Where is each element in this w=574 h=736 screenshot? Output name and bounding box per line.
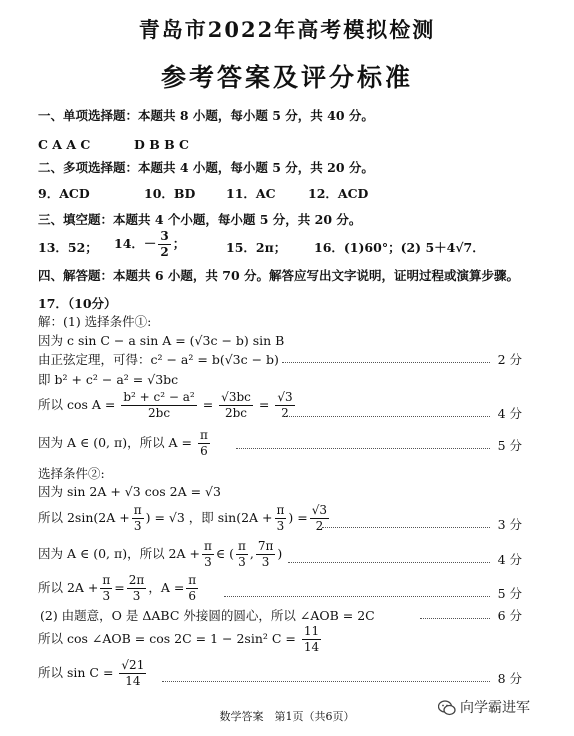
- answer-14: 14．－ $\frac{3}{2}$ ；: [114, 229, 186, 259]
- q17-line-1: 解：(1) 选择条件①:: [38, 314, 152, 329]
- score-6: 6 分: [497, 608, 522, 623]
- section-2-answer-10: 10．BD: [144, 186, 196, 201]
- dot-leader: [236, 448, 490, 449]
- q17-label: 17．（10分）: [38, 296, 117, 311]
- q17-line-7: 选择条件②:: [38, 466, 105, 481]
- section-1-answers-b: D B B C: [134, 137, 189, 152]
- section-1-title: 一、单项选择题：本题共 8 小题，每小题 5 分，共 40 分。: [38, 108, 374, 123]
- q17-line-13: 所以 cos ∠AOB = cos 2C = 1 − 2sin² C = $\frac{11}{14}$: [38, 624, 320, 654]
- dot-leader: [282, 416, 490, 417]
- answer-15: 15．2π；: [226, 240, 287, 255]
- q17-line-5: 所以 cos A = $\frac{\text{b² + c² − a²}}{2bc}$ = $\frac{√3bc}{2bc}$ = $\frac{√3}{2}$: [38, 390, 293, 420]
- q17-line-9: 所以 2sin(2A + $\frac{\pi}{3}$ ) = √3 ，即 sin(2A + $\frac{\pi}{3}$ ) = $\frac{√3}{2}$: [38, 503, 328, 533]
- dot-leader: [288, 562, 490, 563]
- q17-line-11: 所以 2A + $\frac{\pi}{3}$ = $\frac{2\pi}{3}$ ，A = $\frac{\pi}{6}$: [38, 573, 197, 603]
- score-5: 5 分: [497, 438, 522, 453]
- score-8: 8 分: [497, 671, 522, 686]
- page-title: 青岛市2022年高考模拟检测: [138, 17, 436, 42]
- q17-line-4: 即 b² + c² − a² = √3bc: [38, 372, 179, 387]
- section-2-answer-9: 9．ACD: [38, 186, 90, 201]
- score-5b: 5 分: [497, 586, 522, 601]
- score-2: 2 分: [497, 352, 522, 367]
- page-subtitle: 参考答案及评分标准: [160, 63, 413, 92]
- section-2-answer-12: 12．ACD: [308, 186, 369, 201]
- q17-line-3: 由正弦定理，可得：c² − a² = b(√3c − b): [38, 352, 279, 367]
- section-4-title: 四、解答题：本题共 6 小题，共 70 分。解答应写出文字说明，证明过程或演算步骤。: [38, 268, 520, 283]
- score-4: 4 分: [497, 406, 522, 421]
- watermark-text: 向学霸进军: [460, 700, 530, 716]
- dot-leader: [282, 362, 490, 363]
- q17-line-8: 因为 sin 2A + √3 cos 2A = √3: [38, 484, 221, 499]
- q17-line-12: (2) 由题意，O 是 ΔABC 外接圆的圆心，所以 ∠AOB = 2C: [40, 608, 375, 623]
- score-4b: 4 分: [497, 552, 522, 567]
- section-2-answer-11: 11．AC: [226, 186, 276, 201]
- q17-line-6: 因为 A ∈ (0, π)，所以 A = $\frac{\pi}{6}$: [38, 428, 208, 458]
- answer-13: 13．52；: [38, 240, 98, 255]
- score-3: 3 分: [497, 517, 522, 532]
- section-2-title: 二、多项选择题：本题共 4 小题，每小题 5 分，共 20 分。: [38, 160, 374, 175]
- page-footer: 数学答案 第1页（共6页）: [219, 710, 355, 723]
- q17-line-14: 所以 sin C = $\frac{√21}{14}$: [38, 658, 145, 688]
- dot-leader: [420, 618, 490, 619]
- dot-leader: [162, 681, 490, 682]
- section-3-title: 三、填空题：本题共 4 个小题，每小题 5 分，共 20 分。: [38, 212, 362, 227]
- section-1-answers-a: C A A C: [38, 137, 91, 152]
- dot-leader: [322, 527, 490, 528]
- q17-line-10: 因为 A ∈ (0, π)，所以 2A + $\frac{\pi}{3}$ ∈ ( $\frac{\pi}{3}$ , $\frac{7\pi}{3}$ ): [38, 539, 283, 569]
- answer-16: 16．(1)60°；(2) 5＋4√7．: [314, 240, 485, 255]
- q17-line-2: 因为 c sin C − a sin A = (√3c − b) sin B: [38, 333, 285, 348]
- dot-leader: [224, 596, 490, 597]
